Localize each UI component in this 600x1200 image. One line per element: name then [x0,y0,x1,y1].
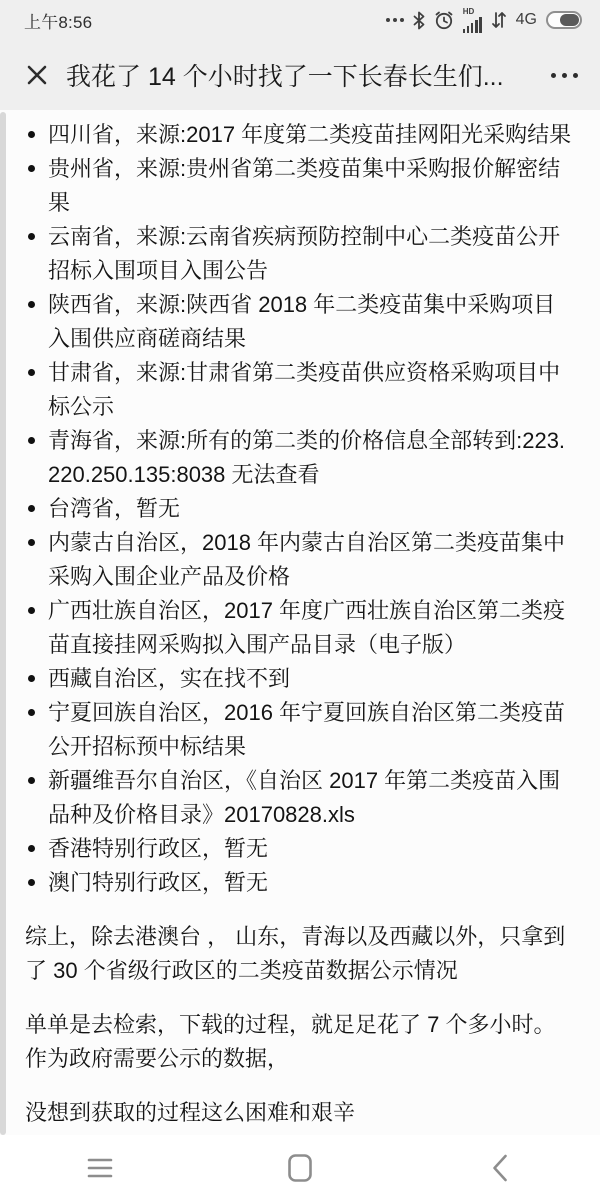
notification-overflow-icon [386,18,404,22]
network-type-label: 4G [515,11,537,28]
nav-menu-button[interactable] [0,1135,200,1200]
close-button[interactable] [22,60,52,90]
status-icons [386,8,582,33]
list-item: 澳门特别行政区，暂无 [48,866,575,900]
list-item: 内蒙古自治区，2018 年内蒙古自治区第二类疫苗集中采购入围企业产品及价格 [48,526,575,594]
list-item: 广西壮族自治区，2017 年度广西壮族自治区第二类疫苗直接挂网采购拟入围产品目录（电子版） [48,594,575,662]
list-item: 青海省，来源:所有的第二类的价格信息全部转到:223.220.250.135:8038 无法查看 [48,424,575,492]
list-item: 陕西省，来源:陕西省 2018 年二类疫苗集中采购项目入围供应商磋商结果 [48,288,575,356]
more-menu-button[interactable] [549,67,580,84]
paragraph: 综上，除去港澳台 ， 山东，青海以及西藏以外，只拿到了 30 个省级行政区的二类疫苗数据公示情况 [25,924,566,983]
page-title: 我花了 14 个小时找了一下长春长生们... [66,63,504,91]
more-dots-icon [551,73,578,78]
android-nav-bar [0,1135,600,1200]
list-item: 新疆维吾尔自治区，《自治区 2017 年第二类疫苗入围品种及价格目录》20170828.xls [48,764,575,832]
list-item: 贵州省，来源:贵州省第二类疫苗集中采购报价解密结果 [48,152,575,220]
summary-paragraphs [25,920,575,1130]
home-icon [287,1153,313,1183]
status-bar [0,0,600,40]
list-item: 云南省，来源:云南省疾病预防控制中心二类疫苗公开招标入围项目入围公告 [48,220,575,288]
article-body [0,110,600,1135]
clock-time: 上午8:56 [24,12,93,32]
bluetooth-icon [413,11,425,30]
back-chevron-icon [491,1153,509,1183]
list-item: 香港特别行政区，暂无 [48,832,575,866]
paragraph: 没想到获取的过程这么困难和艰辛 [25,1100,356,1125]
list-item: 四川省，来源:2017 年度第二类疫苗挂网阳光采购结果 [48,118,575,152]
hd-volte-label: HD [462,6,475,16]
paragraph: 单单是去检索，下载的过程，就足足花了 7 个多小时。作为政府需要公示的数据， [25,1012,556,1071]
cellular-signal-icon [463,8,482,33]
article-header [0,40,600,110]
alarm-clock-icon [434,10,454,30]
province-source-list [25,118,575,900]
battery-icon [546,11,582,29]
nav-back-button[interactable] [400,1135,600,1200]
scrollbar-thumb[interactable] [0,112,6,1135]
nav-home-button[interactable] [200,1135,400,1200]
list-item: 西藏自治区，实在找不到 [48,662,575,696]
list-item: 台湾省，暂无 [48,492,575,526]
menu-icon [87,1157,113,1179]
close-icon [25,63,49,87]
list-item: 宁夏回族自治区，2016 年宁夏回族自治区第二类疫苗公开招标预中标结果 [48,696,575,764]
data-updown-arrows-icon [491,11,507,29]
list-item: 甘肃省，来源:甘肃省第二类疫苗供应资格采购项目中标公示 [48,356,575,424]
